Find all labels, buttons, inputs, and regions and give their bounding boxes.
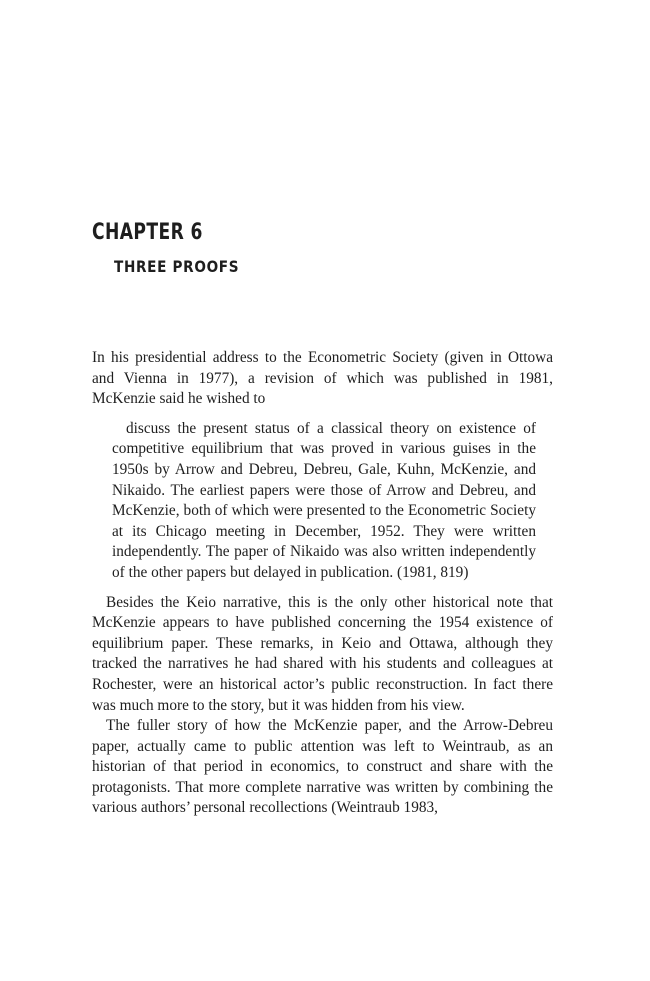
paragraph-fuller-story: The fuller story of how the McKenzie paper, and the Arrow-Debreu paper, actually came to public attention was left to Weintraub, as an historian of that period in economics, to construct and share with the protagonists. That more complete narrative was written by combining the various authors’ personal recollections (Weintraub 1983, xyxy=(92,717,553,817)
chapter-number: CHAPTER 6 xyxy=(92,220,203,245)
chapter-title: THREE PROOFS xyxy=(114,257,240,276)
paragraph-keio: Besides the Keio narrative, this is the only other historical note that McKenzie appears to have published concerning the 1954 existence of equilibrium paper. These remarks, in Keio and Ottawa, although they tracked the narratives he had shared with his students and colleagues at Rochester, were an historical actor’s public reconstruction. In fact there was much more to the story, but it was hidden from his view. xyxy=(92,593,553,714)
paragraph-intro: In his presidential address to the Econometric Society (given in Ottowa and Vienna in 1977), a revision of which was published in 1981, McKenzie said he wished to xyxy=(92,349,553,408)
block-quote: discuss the present status of a classical theory on existence of competitive equilibrium that was proved in various guises in the 1950s by Arrow and Debreu, Debreu, Gale, Kuhn, McKenzie, and Nikaido. The earliest papers were those of Arrow and Debreu, and McKenzie, both of which were presented to the Econometric Society at its Chicago meeting in December, 1952. They were written independently. The paper of Nikaido was also written independently of the other papers but delayed in publication. (1981, 819) xyxy=(112,419,536,581)
body-text xyxy=(92,348,553,819)
